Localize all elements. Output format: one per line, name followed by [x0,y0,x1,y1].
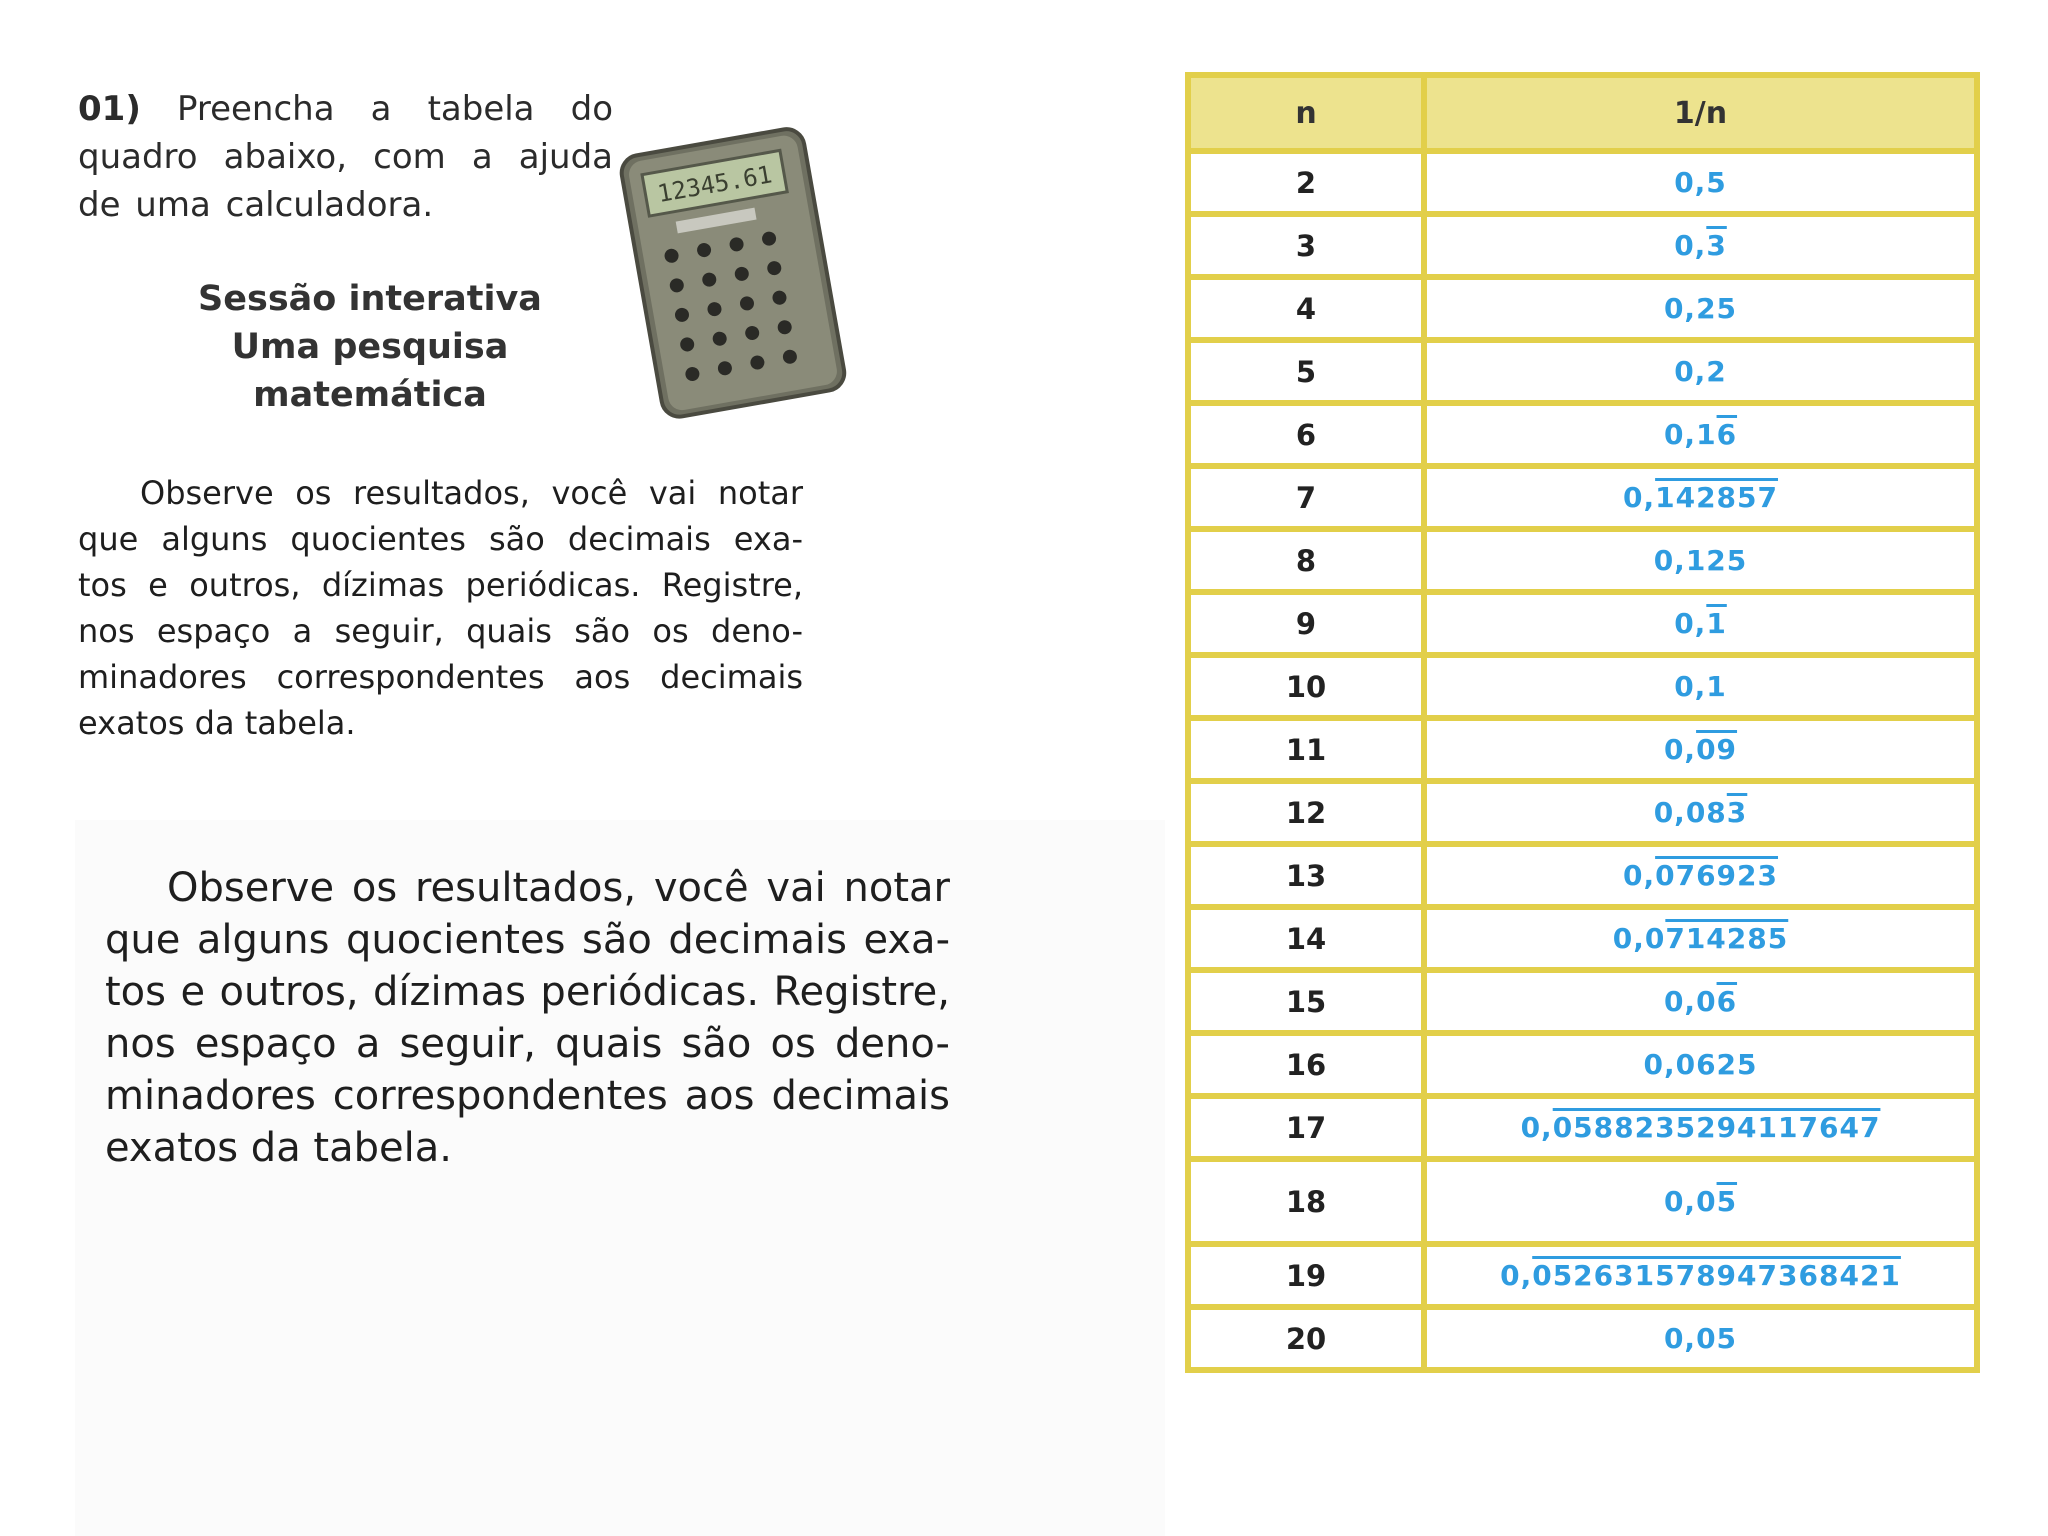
repeating-digits: 714285 [1665,922,1789,955]
table-row [1188,907,1977,970]
decimal-prefix: 0,2 [1674,355,1727,388]
table-row [1188,151,1977,214]
decimal-prefix: 0,0 [1663,1185,1717,1218]
subtitle-line-1: Sessão interativa [198,279,542,319]
cell-reciprocal [1424,592,1977,655]
paragraph-line: Observe os resultados, você vai notar [167,865,950,911]
exercise-statement [78,85,613,229]
repeating-digits: 0588235294117647 [1552,1111,1881,1144]
cell-n: 10 [1188,655,1424,718]
cell-reciprocal [1424,529,1977,592]
table-row [1188,1307,1977,1370]
cell-n: 18 [1188,1159,1424,1244]
paragraph-line: Observe os resultados, você vai notar [140,474,803,512]
repeating-digits: 09 [1696,733,1738,766]
table-row [1188,277,1977,340]
cell-reciprocal [1424,655,1977,718]
table-row [1188,1244,1977,1307]
repeating-digits: 142857 [1655,481,1779,514]
table-row [1188,1159,1977,1244]
cell-reciprocal [1424,907,1977,970]
table-row [1188,403,1977,466]
cell-n: 4 [1188,277,1424,340]
cell-n: 8 [1188,529,1424,592]
decimal-prefix: 0,1 [1674,670,1727,703]
cell-reciprocal [1424,970,1977,1033]
cell-n: 17 [1188,1096,1424,1159]
section-subtitle [120,275,620,419]
decimal-prefix: 0, [1500,1259,1533,1292]
decimal-prefix: 0, [1520,1111,1553,1144]
repeating-digits: 076923 [1655,859,1779,892]
instruction-paragraph-large [105,862,950,1174]
repeating-digits: 1 [1706,607,1727,640]
statement-line-1: Preencha a tabela do [176,89,613,129]
cell-n: 6 [1188,403,1424,466]
calculator-display: 12345.61 [655,160,775,209]
cell-n: 12 [1188,781,1424,844]
decimal-prefix: 0,0625 [1643,1048,1758,1081]
calculator-icon [615,120,855,420]
column-header-reciprocal: 1/n [1424,75,1977,151]
paragraph-line: que alguns quocientes são decimais exa- [78,520,803,558]
paragraph-line: nos espaço a seguir, quais são os deno- [105,1021,950,1067]
decimal-prefix: 0,0 [1663,985,1717,1018]
cell-reciprocal [1424,214,1977,277]
table-row [1188,340,1977,403]
cell-n: 20 [1188,1307,1424,1370]
paragraph-line: que alguns quocientes são decimais exa- [105,917,950,963]
cell-n: 15 [1188,970,1424,1033]
table-row [1188,1096,1977,1159]
cell-reciprocal [1424,151,1977,214]
cell-reciprocal [1424,844,1977,907]
table-row [1188,529,1977,592]
repeating-digits: 6 [1716,418,1738,451]
decimal-prefix: 0,1 [1663,418,1717,451]
decimal-prefix: 0, [1674,229,1707,262]
decimal-prefix: 0,08 [1653,796,1727,829]
table-row [1188,466,1977,529]
cell-reciprocal [1424,1033,1977,1096]
column-header-n: n [1188,75,1424,151]
repeating-digits: 5 [1716,1185,1738,1218]
cell-n: 5 [1188,340,1424,403]
repeating-digits: 3 [1726,796,1748,829]
table-row [1188,970,1977,1033]
table-row [1188,214,1977,277]
cell-n: 9 [1188,592,1424,655]
reciprocal-table [1185,72,1980,1373]
cell-n: 3 [1188,214,1424,277]
decimal-prefix: 0, [1663,733,1697,766]
cell-n: 19 [1188,1244,1424,1307]
cell-n: 2 [1188,151,1424,214]
table-row [1188,1033,1977,1096]
repeating-digits: 6 [1716,985,1738,1018]
statement-line-2: quadro abaixo, com a ajuda [78,137,613,177]
exercise-number: 01) [78,89,141,129]
table-row [1188,655,1977,718]
cell-reciprocal [1424,718,1977,781]
decimal-prefix: 0,25 [1663,292,1738,325]
cell-n: 13 [1188,844,1424,907]
table-row [1188,781,1977,844]
cell-n: 7 [1188,466,1424,529]
cell-n: 14 [1188,907,1424,970]
paragraph-line: tos e outros, dízimas periódicas. Registre, [105,969,950,1015]
decimal-prefix: 0,5 [1674,166,1727,199]
cell-reciprocal [1424,340,1977,403]
decimal-prefix: 0, [1622,859,1656,892]
decimal-prefix: 0,125 [1653,544,1748,577]
cell-reciprocal [1424,1159,1977,1244]
repeating-digits: 052631578947368421 [1532,1259,1901,1292]
table-row [1188,718,1977,781]
data-table [1185,72,1980,1373]
repeating-digits: 3 [1706,229,1727,262]
cell-reciprocal [1424,403,1977,466]
cell-n: 16 [1188,1033,1424,1096]
decimal-prefix: 0, [1674,607,1707,640]
paragraph-line: exatos da tabela. [78,704,356,742]
paragraph-line: minadores correspondentes aos decimais [105,1073,950,1119]
statement-line-3: de uma calculadora. [78,185,434,225]
paragraph-line: exatos da tabela. [105,1125,452,1171]
cell-reciprocal [1424,1096,1977,1159]
subtitle-line-2: Uma pesquisa matemática [231,327,509,415]
cell-reciprocal [1424,1307,1977,1370]
cell-reciprocal [1424,466,1977,529]
cell-n: 11 [1188,718,1424,781]
cell-reciprocal [1424,1244,1977,1307]
decimal-prefix: 0,05 [1663,1322,1738,1355]
table-row [1188,592,1977,655]
cell-reciprocal [1424,277,1977,340]
decimal-prefix: 0, [1622,481,1656,514]
instruction-paragraph-small [78,470,803,746]
paragraph-line: minadores correspondentes aos decimais [78,658,803,696]
paragraph-line: tos e outros, dízimas periódicas. Registre, [78,566,803,604]
table-row [1188,844,1977,907]
cell-reciprocal [1424,781,1977,844]
paragraph-line: nos espaço a seguir, quais são os deno- [78,612,803,650]
decimal-prefix: 0,0 [1612,922,1666,955]
